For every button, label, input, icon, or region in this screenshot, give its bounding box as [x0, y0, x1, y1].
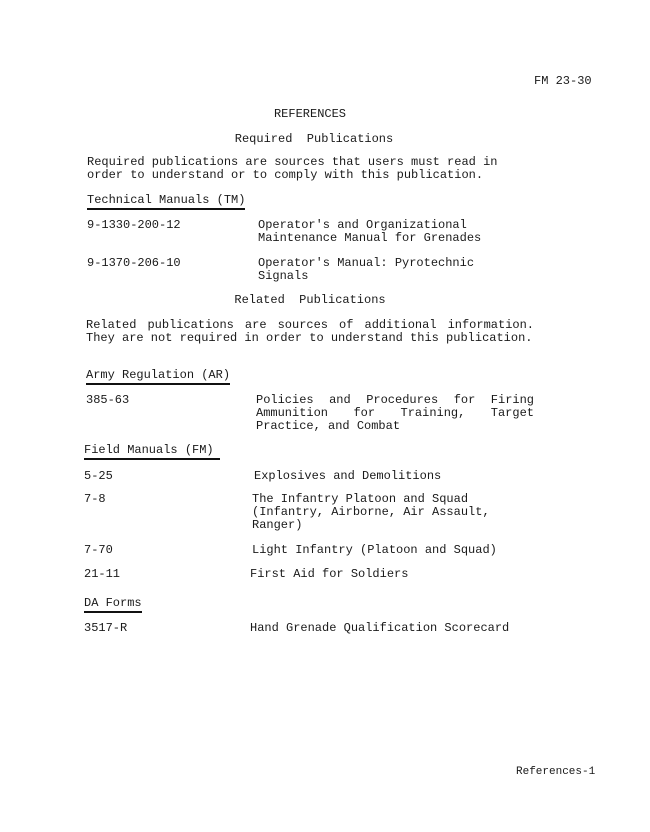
- fm-item-number: 7-70: [84, 543, 113, 557]
- fm-item-number: 5-25: [84, 469, 113, 483]
- da-item-title: Hand Grenade Qualification Scorecard: [250, 621, 510, 635]
- tm-item-title: Operator's and Organizational Maintenance Manual for Grenades: [258, 218, 482, 245]
- required-intro: Required publications are sources that users must read in order to understand or to comply with this publication.: [87, 155, 498, 182]
- doc-id: FM 23-30: [534, 74, 592, 88]
- tm-heading: Technical Manuals (TM): [87, 194, 245, 210]
- fm-item-title: Explosives and Demolitions: [254, 469, 442, 483]
- tm-item-title: Operator's Manual: Pyrotechnic Signals: [258, 256, 475, 283]
- fm-item-number: 7-8: [84, 492, 106, 506]
- ar-item-number: 385-63: [86, 393, 130, 407]
- fm-item-title: The Infantry Platoon and Squad (Infantry, Airborne, Air Assault, Ranger): [252, 492, 490, 532]
- fm-item-title: First Aid for Soldiers: [250, 567, 409, 581]
- related-intro: Related publications are sources of additional information. They are not required in order to understand this publication.: [86, 318, 534, 345]
- fm-item-number: 21-11: [84, 567, 121, 581]
- tm-item-number: 9-1370-206-10: [87, 256, 181, 270]
- page-title: REFERENCES: [273, 107, 346, 121]
- fm-heading: Field Manuals (FM): [84, 444, 220, 460]
- tm-item-number: 9-1330-200-12: [87, 218, 181, 232]
- page-number: References-1: [516, 766, 596, 778]
- required-publications-heading: Required Publications: [234, 132, 394, 146]
- ar-item-title: Policies and Procedures for Firing Ammunition for Training, Target Practice, and Combat: [256, 393, 534, 433]
- ar-heading: Army Regulation (AR): [86, 369, 230, 385]
- da-forms-heading: DA Forms: [84, 597, 142, 613]
- da-item-number: 3517-R: [84, 621, 128, 635]
- related-publications-heading: Related Publications: [234, 293, 386, 307]
- fm-item-title: Light Infantry (Platoon and Squad): [252, 543, 497, 557]
